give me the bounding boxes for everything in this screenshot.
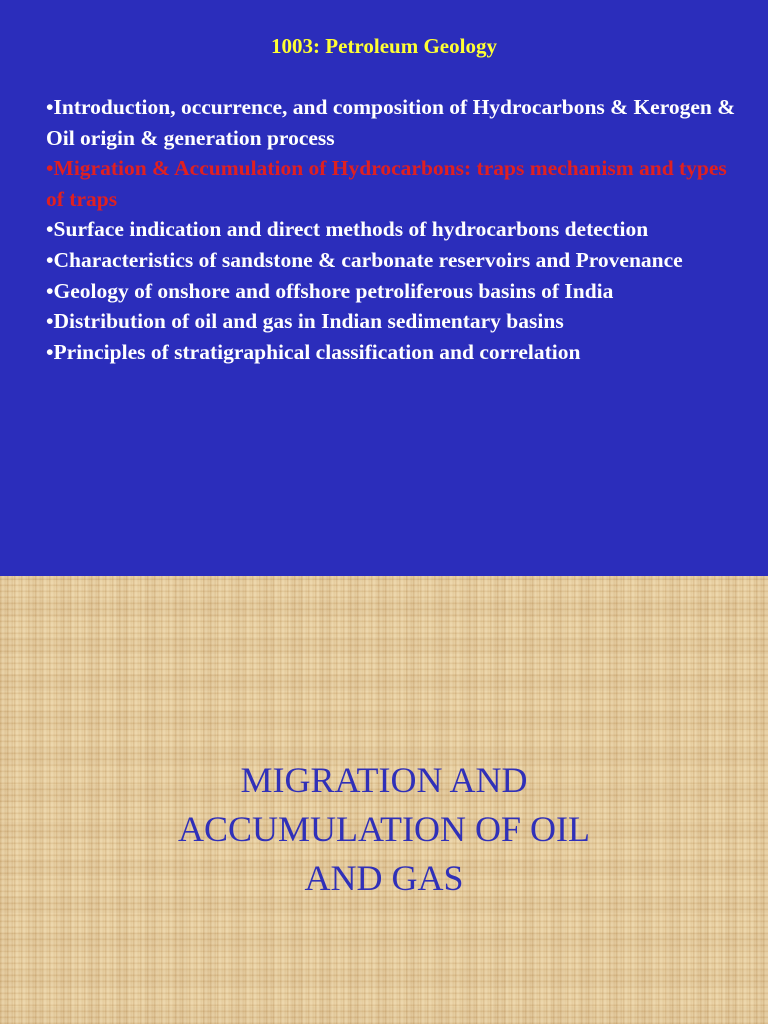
topic-item: •Introduction, occurrence, and composition of Hydrocarbons & Kerogen & Oil origin & generation process (46, 95, 736, 150)
topic-item: •Distribution of oil and gas in Indian sedimentary basins (46, 309, 564, 334)
topic-item: •Characteristics of sandstone & carbonate reservoirs and Provenance (46, 247, 683, 272)
slide-2 (0, 576, 768, 1024)
topic-item: •Surface indication and direct methods of hydrocarbons detection (46, 217, 649, 242)
topic-item: •Geology of onshore and offshore petroliferous basins of India (46, 278, 614, 303)
slide-2-title-line: AND GAS (304, 858, 464, 898)
topic-item-highlighted: •Migration & Accumulation of Hydrocarbons: traps mechanism and types of traps (46, 156, 727, 211)
topic-list (46, 92, 736, 367)
slide-2-title (0, 756, 768, 903)
topic-item: •Principles of stratigraphical classification and correlation (46, 339, 581, 364)
slide-2-title-line: ACCUMULATION OF OIL (178, 809, 590, 849)
slide-2-title-line: MIGRATION AND (240, 760, 528, 800)
slide-1-title: 1003: Petroleum Geology (271, 34, 497, 58)
